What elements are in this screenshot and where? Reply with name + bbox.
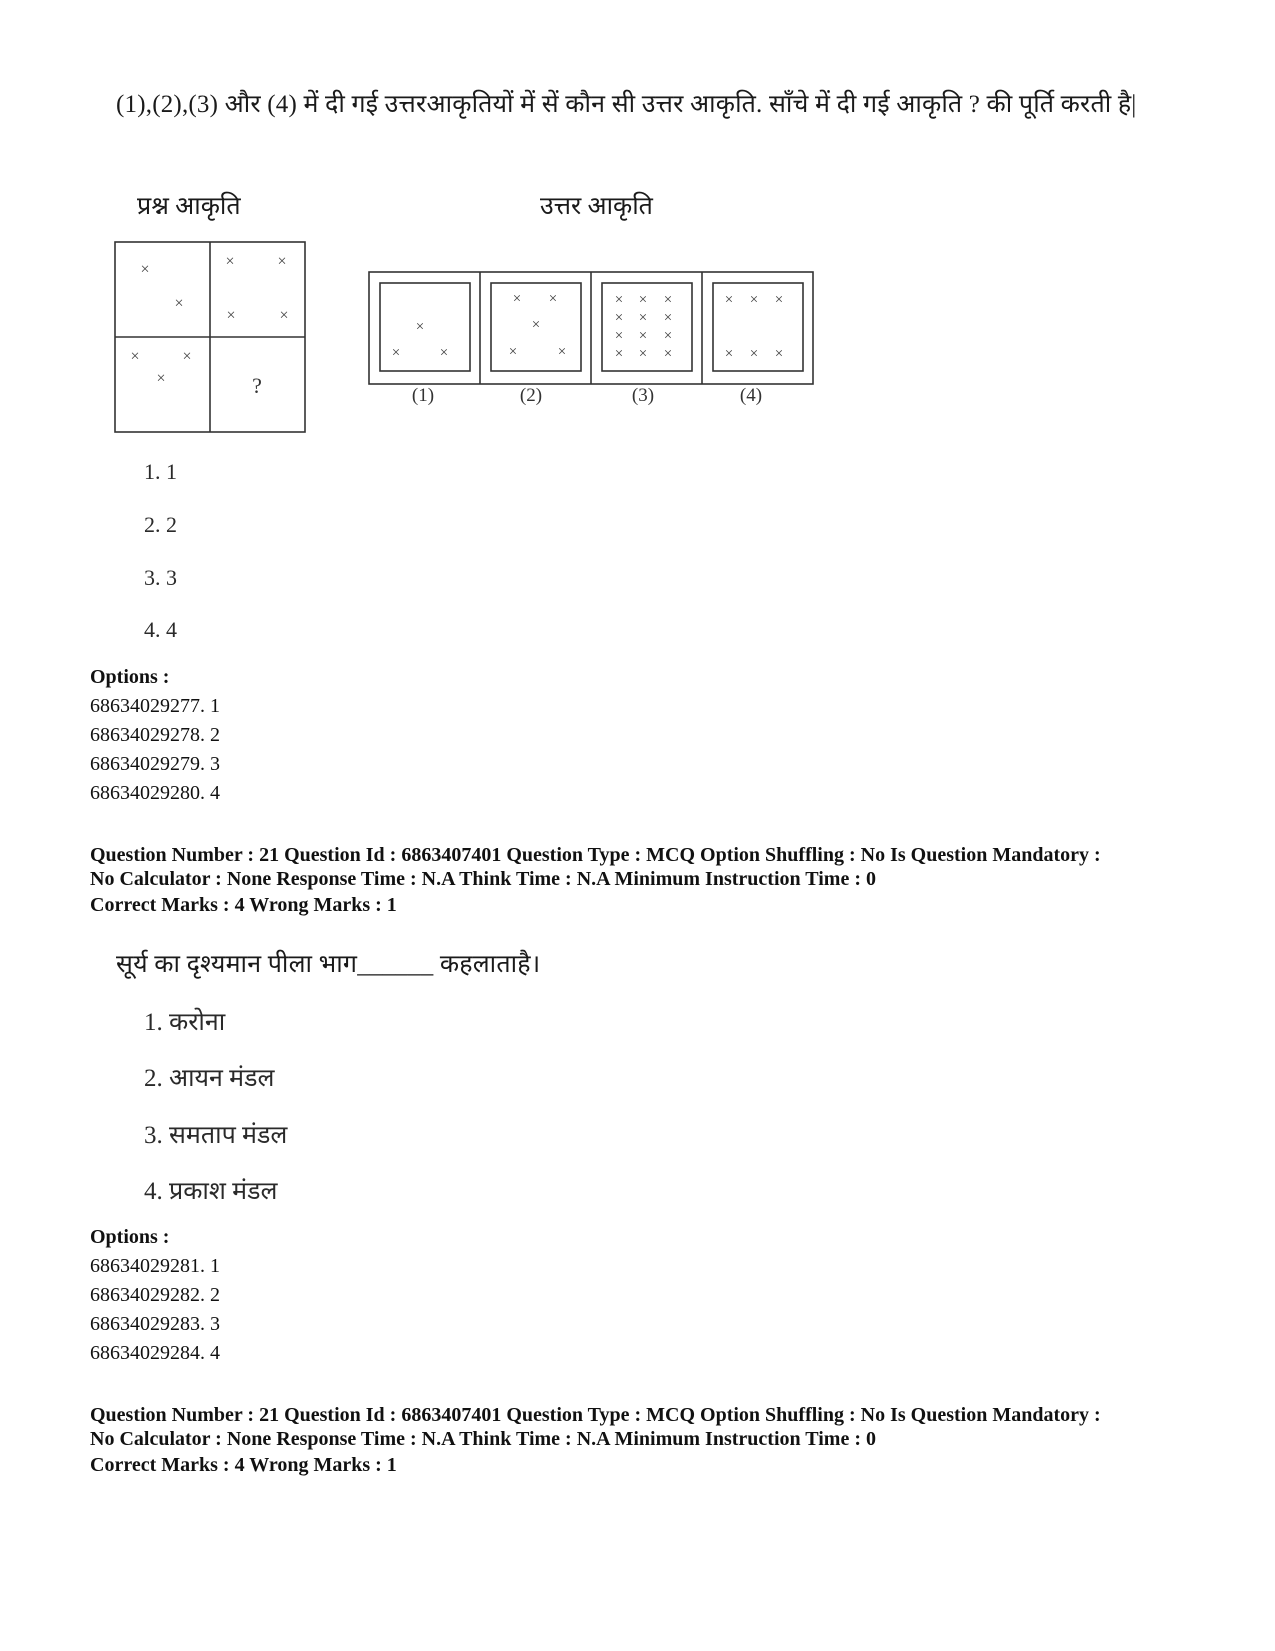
question-meta-line: Question Number : 21 Question Id : 6863407401 Question Type : MCQ Option Shuffling : No Is Question Mandatory : bbox=[90, 1404, 1101, 1426]
option-item: 68634029280. 4 bbox=[90, 782, 220, 804]
answer-mark: × bbox=[614, 328, 624, 344]
answer-mark: × bbox=[724, 292, 734, 308]
answer-mark: × bbox=[638, 346, 648, 362]
choice-item: 2. 2 bbox=[144, 512, 177, 537]
question-22-meta bbox=[90, 1403, 1101, 1451]
question-marks: Correct Marks : 4 Wrong Marks : 1 bbox=[90, 894, 397, 916]
answer-mark: × bbox=[663, 346, 673, 362]
answer-mark: × bbox=[614, 310, 624, 326]
problem-mark: × bbox=[277, 253, 287, 270]
choice-item: 4. प्रकाश मंडल bbox=[144, 1178, 278, 1205]
question-21-meta bbox=[90, 843, 1101, 891]
problem-mark: × bbox=[174, 295, 184, 312]
answer-mark: × bbox=[638, 328, 648, 344]
choice-item: 1. करोना bbox=[144, 1009, 226, 1036]
question-marks: Correct Marks : 4 Wrong Marks : 1 bbox=[90, 1454, 397, 1476]
answer-mark: × bbox=[749, 292, 759, 308]
problem-mark: × bbox=[226, 307, 236, 324]
question-20-text: (1),(2),(3) और (4) में दी गई उत्तरआकृतियों में सें कौन सी उत्तर आकृति. साँचे में दी गई आकृति ? की पूर्ति करती है| bbox=[116, 91, 1137, 118]
answer-mark: × bbox=[749, 346, 759, 362]
answer-figures bbox=[367, 270, 819, 416]
problem-mark: × bbox=[225, 253, 235, 270]
problem-mark: × bbox=[182, 348, 192, 365]
problem-figure-label: प्रश्न आकृति bbox=[137, 193, 241, 220]
answer-figure-number: (3) bbox=[631, 385, 655, 406]
answer-mark: × bbox=[663, 310, 673, 326]
answer-mark: × bbox=[774, 346, 784, 362]
answer-mark: × bbox=[614, 346, 624, 362]
problem-mark: × bbox=[279, 307, 289, 324]
answer-figure-number: (2) bbox=[519, 385, 543, 406]
problem-figure-grid bbox=[114, 240, 308, 436]
options-list bbox=[90, 692, 220, 808]
answer-mark: × bbox=[638, 292, 648, 308]
problem-mark: × bbox=[140, 261, 150, 278]
problem-mark: × bbox=[156, 370, 166, 387]
answer-figure-label: उत्तर आकृति bbox=[540, 193, 653, 220]
question-meta-line: Question Number : 21 Question Id : 6863407401 Question Type : MCQ Option Shuffling : No Is Question Mandatory : bbox=[90, 844, 1101, 866]
answer-mark: × bbox=[508, 344, 518, 360]
answer-mark: × bbox=[415, 319, 425, 335]
option-item: 68634029284. 4 bbox=[90, 1342, 220, 1364]
answer-mark: × bbox=[774, 292, 784, 308]
missing-cell-mark: ? bbox=[252, 373, 262, 398]
question-meta-line: No Calculator : None Response Time : N.A Think Time : N.A Minimum Instruction Time : 0 bbox=[90, 868, 876, 890]
option-item: 68634029277. 1 bbox=[90, 695, 220, 717]
options-heading: Options : bbox=[90, 1226, 170, 1248]
answer-figure-number: (4) bbox=[739, 385, 763, 406]
answer-mark: × bbox=[724, 346, 734, 362]
answer-mark: × bbox=[557, 344, 567, 360]
question-meta-line: No Calculator : None Response Time : N.A Think Time : N.A Minimum Instruction Time : 0 bbox=[90, 1428, 876, 1450]
option-item: 68634029282. 2 bbox=[90, 1284, 220, 1306]
option-item: 68634029279. 3 bbox=[90, 753, 220, 775]
choice-item: 4. 4 bbox=[144, 617, 177, 642]
answer-mark: × bbox=[614, 292, 624, 308]
choice-item: 1. 1 bbox=[144, 459, 177, 484]
problem-mark: × bbox=[130, 348, 140, 365]
answer-mark: × bbox=[391, 345, 401, 361]
answer-mark: × bbox=[663, 292, 673, 308]
options-heading: Options : bbox=[90, 666, 170, 688]
choice-item: 2. आयन मंडल bbox=[144, 1065, 275, 1092]
option-item: 68634029278. 2 bbox=[90, 724, 220, 746]
choice-item: 3. 3 bbox=[144, 565, 177, 590]
answer-mark: × bbox=[638, 310, 648, 326]
choice-item: 3. समताप मंडल bbox=[144, 1122, 288, 1149]
options-list bbox=[90, 1252, 220, 1368]
answer-mark: × bbox=[663, 328, 673, 344]
option-item: 68634029281. 1 bbox=[90, 1255, 220, 1277]
answer-mark: × bbox=[512, 291, 522, 307]
answer-mark: × bbox=[548, 291, 558, 307]
answer-figure-number: (1) bbox=[411, 385, 435, 406]
answer-mark: × bbox=[439, 345, 449, 361]
option-item: 68634029283. 3 bbox=[90, 1313, 220, 1335]
answer-mark: × bbox=[531, 317, 541, 333]
question-21-text: सूर्य का दृश्यमान पीला भाग______ कहलाताहै। bbox=[116, 951, 541, 978]
